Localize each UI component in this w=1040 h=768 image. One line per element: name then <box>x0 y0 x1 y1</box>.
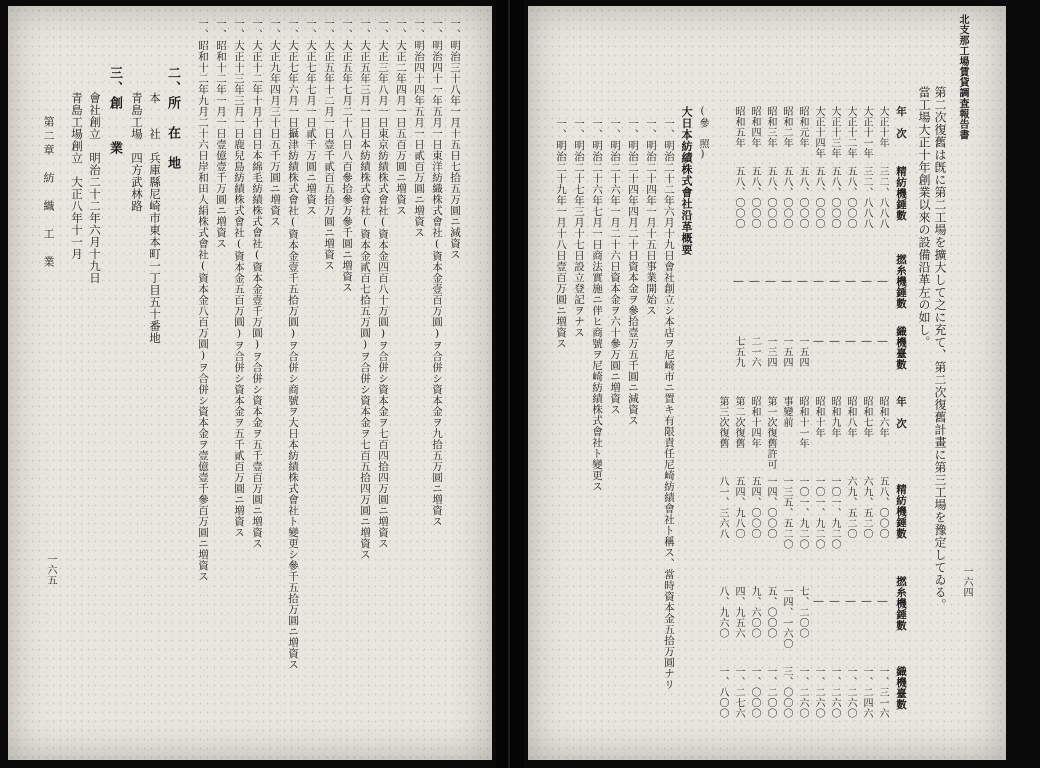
table-header-spindles: 精紡機錘數 <box>895 166 907 221</box>
history-item-2: 一、明治四十一年五月一日東洋紡織株式會社(資本金壹百万圓)ヲ合併シ資本金ヲ九拾五万圓ニ増資ス <box>431 18 443 527</box>
table-header-looms: 織機臺數 <box>895 326 907 370</box>
table-header-year: 年 次 <box>895 106 907 139</box>
history-item-5: 一、大正三年八月一日東京紡績株式會社(資本金四百八十万圓)ヲ合併シ資本金ヲ七百四拾四万圓ニ増資ス <box>377 18 389 549</box>
history-item-10: 一、大正七年六月一日攝津紡績株式會社(資本金壹千五拾万圓)ヲ合併シ商號ヲ大日本紡績株式會社ト變更シ參千五拾万圓ニ増資ス <box>287 18 299 670</box>
history-item-9: 一、大正七年七月一日貳千万圓ニ増資ス <box>305 18 317 216</box>
reference-title: (參 照) <box>697 106 708 161</box>
table-header-twist-2: 撚糸機錘數 <box>895 576 907 631</box>
right-page: 北支那工場賃貸調査報告書 一六四 第二次復舊は旣に第二工場を擴大して之に充て、第二次復舊計畫に第三工場を豫定してゐる。 當工場大正十年創業以來の設備沿革左の如し。 年 次 精紡機錘數 撚糸機錘數 織機臺數 年 次 精紡機錘數 撚糸機錘數 織機臺數 大正十年 三二、八八八 ― ― 大正十一年 三二、八八八 ― ― 大正十二年 五八、〇〇〇 ― ― 大正十三年 五八、〇〇〇 ― ― 大正十四年 五八、〇〇〇 ― ― 昭和元年 五八、〇〇〇 ― 一五四 昭和二年 五八、〇〇〇 ― 一五四 昭和三年 五八、〇〇〇 ― 一三四 昭和四年 五八、〇〇〇 ― 二一六 昭和五年 五八、〇〇〇 ― 七五九 昭和六年 五八、〇〇〇 ― 一、三一六 昭和七年 六九、五二〇 ― 一、二四六 昭和八年 六九、五二〇 ― 一、二六〇 昭和九年 一〇一、九二〇 ― 一、二六〇 昭和十年 一〇一、九二〇 ― 一、二六〇 昭和十一年 一〇一、九二〇 七、二〇〇 一、二六〇 事變前 一三五、五二〇 一四、一六〇 三、〇〇〇 第一次復舊許可 一四、〇〇〇 五、〇〇〇 一、二〇〇 昭和十四年 五四、〇〇〇 九、六〇〇 一、〇〇〇 第二次復舊 五四、九八〇 四、九五六 一、二七六 第三次復舊 八一、三六八 八、九六〇 一、八〇〇 (參 照) 大日本紡績株式會社沿革概要 一、明治二十二年六月十九日會社創立シ本店ヲ尼崎市ニ置キ有限責任尼崎紡績會社ト稱ス、當時資本金五拾万圓ナリ 一、明治二十四年一月十五日事業開始ス 一、明治二十四年四月二十日資本金ヲ參拾壹万五千圓ニ減資ス 一、明治二十六年一月二十六日資本金ヲ六十參万圓ニ増資ス 一、明治二十六年七月一日商法實施ニ伴ヒ商號ヲ尼崎紡績株式會社ト變更ス 一、明治二十七年三月十七日設立登記ヲナス 一、明治二十九年一月十八日壹百万圓ニ増資ス <box>528 6 1006 760</box>
reference-item-3: 一、明治二十四年四月二十日資本金ヲ參拾壹万五千圓ニ減資ス <box>627 118 639 426</box>
reference-item-7: 一、明治二十九年一月十八日壹百万圓ニ増資ス <box>555 118 567 349</box>
location-qingdao-factory: 青島工場 四方武林路 <box>130 92 144 212</box>
reference-item-5: 一、明治二十六年七月一日商法實施ニ伴ヒ商號ヲ尼崎紡績株式會社ト變更ス <box>591 118 603 492</box>
reference-subtitle: 大日本紡績株式會社沿革概要 <box>680 106 693 256</box>
table-header-twist: 撚糸機錘數 <box>895 254 907 309</box>
founding-company: 會社創立 明治二十二年六月十九日 <box>88 92 102 284</box>
chapter-title: 第二章 紡 織 工 業 <box>42 116 55 270</box>
table-header-spindles-2: 精紡機錘數 <box>895 484 907 539</box>
table-header-year-2: 年 次 <box>895 396 907 429</box>
reference-item-2: 一、明治二十四年一月十五日事業開始ス <box>645 118 657 316</box>
history-item-11: 一、大正九年四月三十日五千万圓ニ増資ス <box>269 18 281 227</box>
page-number-left: 一六五 <box>45 554 56 586</box>
history-item-8: 一、大正五年十二月一日壹千貳百五拾万圓ニ増資ス <box>323 18 335 271</box>
header-title: 北支那工場賃貸調査報告書 <box>957 14 968 140</box>
history-item-3: 一、明治四十四年五月一日貳百万圓ニ増資ス <box>413 18 425 238</box>
history-item-12: 一、大正十二年十月十日日本綿毛紡績株式會社(資本金壹千万圓)ヲ合併シ資本金ヲ五千壹百万圓ニ増資ス <box>251 18 263 549</box>
table-header-looms-2: 織機臺數 <box>895 666 907 710</box>
history-item-13: 一、大正十三年三月一日鹿兒島紡績株式會社(資本金五百万圓)ヲ合併シ資本金ヲ五千貳百万圓ニ増資ス <box>233 18 245 538</box>
reference-item-4: 一、明治二十六年一月二十六日資本金ヲ六十參万圓ニ増資ス <box>609 118 621 415</box>
intro-line-1: 第二次復舊は旣に第二工場を擴大して之に充て、第二次復舊計畫に第三工場を豫定してゐる。 <box>933 86 947 611</box>
location-head-office: 本 社 兵庫縣尼崎市東本町一丁目五十番地 <box>148 92 162 344</box>
history-item-15: 一、昭和十二年九月二十六日岸和田人絹株式會社(資本金八百万圓)ヲ合併シ資本金ヲ壹億壹千參百万圓ニ増資ス <box>197 18 209 582</box>
section-3-title: 三、創 業 <box>107 66 122 156</box>
page-number-right: 一六四 <box>961 566 972 598</box>
intro-line-2: 當工場大正十年創業以來の設備沿革左の如し。 <box>917 86 931 349</box>
book-gutter <box>496 0 524 768</box>
history-item-6: 一、大正五年三月一日日本紡績株式會社(資本金貳百七拾五万圓)ヲ合併シ資本金ヲ七百五拾四万圓ニ増資ス <box>359 18 371 560</box>
left-page <box>8 6 492 760</box>
history-item-14: 一、昭和十二年一月一日壹億壹千万圓ニ増資ス <box>215 18 227 249</box>
history-item-4: 一、大正二年四月一日五百万圓ニ増資ス <box>395 18 407 216</box>
section-2-title: 二、所 在 地 <box>165 66 180 171</box>
history-item-7: 一、大正五年七月二十八日八百參拾參万參千圓ニ増資ス <box>341 18 353 293</box>
founding-qingdao: 青島工場創立 大正八年十一月 <box>70 92 84 260</box>
reference-item-1: 一、明治二十二年六月十九日會社創立シ本店ヲ尼崎市ニ置キ有限責任尼崎紡績會社ト稱ス、當時資本金五拾万圓ナリ <box>663 118 675 690</box>
reference-item-6: 一、明治二十七年三月十七日設立登記ヲナス <box>573 118 585 338</box>
history-item-1: 一、明治三十八年一月十五日七拾五万圓ニ減資ス <box>449 18 461 260</box>
